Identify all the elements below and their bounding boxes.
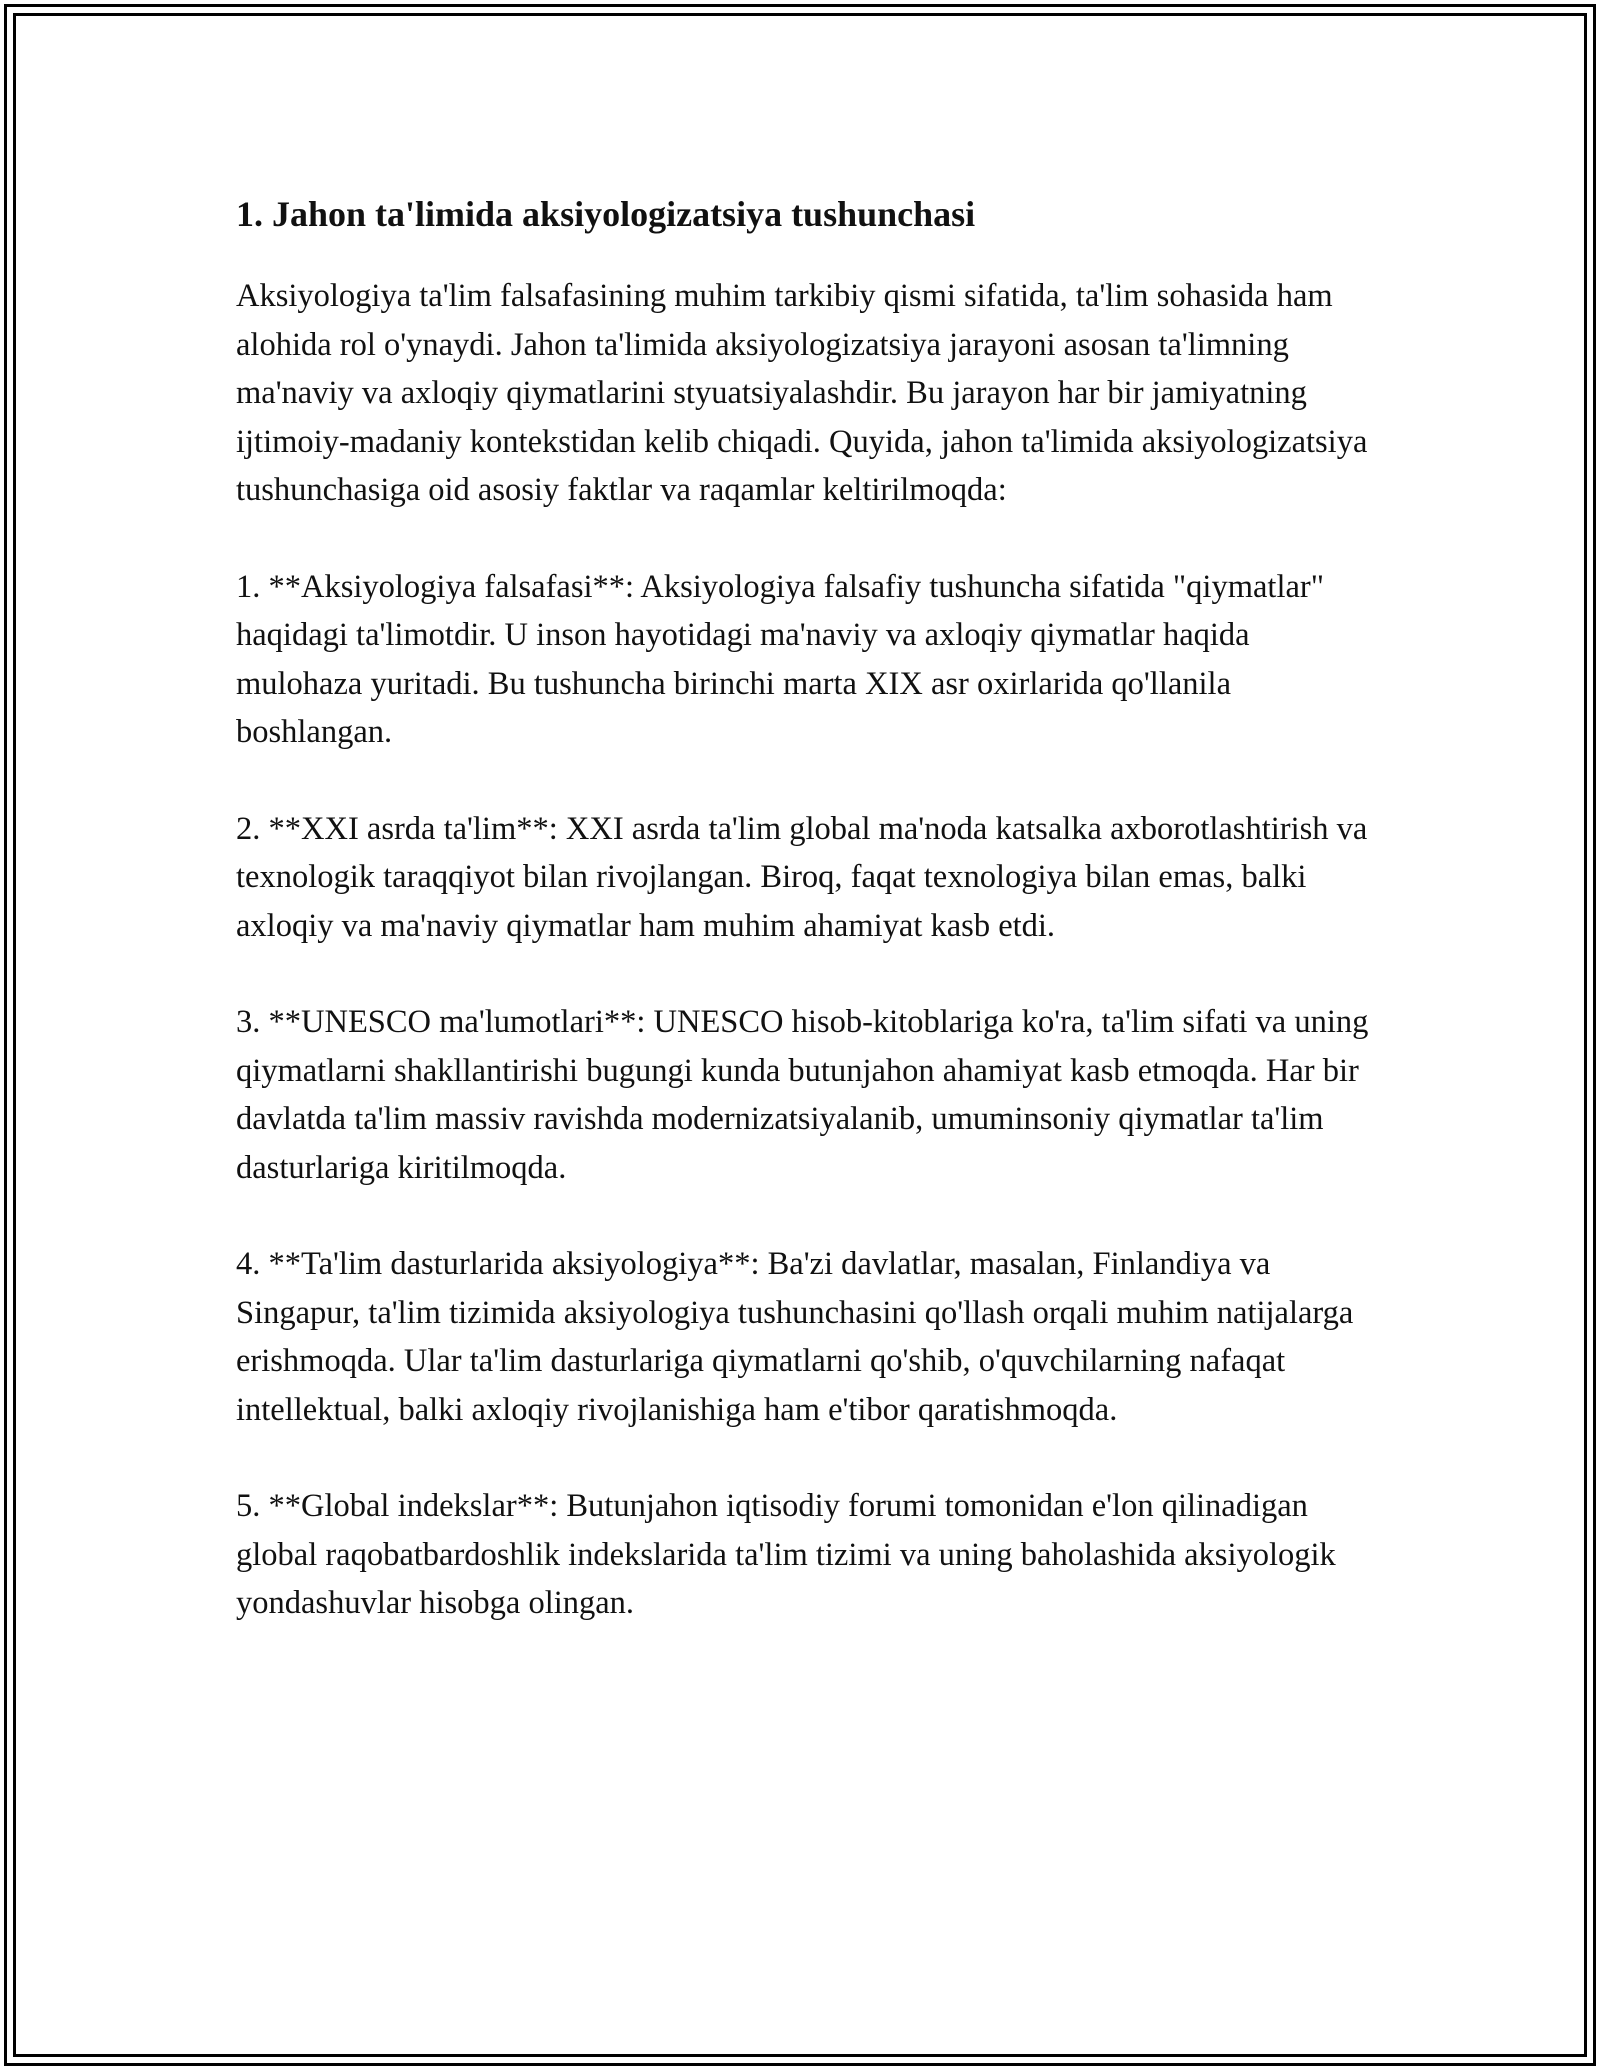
point-aksiyologiya-falsafasi: 1. **Aksiyologiya falsafasi**: Aksiyologiya falsafiy tushuncha sifatida "qiymatlar" haqidagi ta'limotdir. U inson hayotidagi ma'naviy va axloqiy qiymatlar haqida mulohaza yuritadi. Bu tushuncha birinchi marta XIX asr oxirlarida qo'llanila boshlangan.	[236, 568, 1324, 750]
point-talim-dasturlarida: 4. **Ta'lim dasturlarida aksiyologiya**: Ba'zi davlatlar, masalan, Finlandiya va Singapur, ta'lim tizimida aksiyologiya tushunchasini qo'llash orqali muhim natijalarga erishmoqda. Ular ta'lim dasturlariga qiymatlarni qo'shib, o'quvchilarning nafaqat intellektual, balki axloqiy rivojlanishiga ham e'tibor qaratishmoqda.	[236, 1246, 1354, 1428]
section-heading: 1. Jahon ta'limida aksiyologizatsiya tushunchasi	[236, 194, 976, 234]
point-global-indekslar: 5. **Global indekslar**: Butunjahon iqtisodiy forumi tomonidan e'lon qilinadigan global raqobatbardoshlik indekslarida ta'lim tizimi va uning baholashida aksiyologik yondashuvlar hisobga olingan.	[236, 1488, 1336, 1621]
document-body	[236, 186, 1376, 1676]
intro-paragraph: Aksiyologiya ta'lim falsafasining muhim tarkibiy qismi sifatida, ta'lim sohasida ham alohida rol o'ynaydi. Jahon ta'limida aksiyologizatsiya jarayoni asosan ta'limning ma'naviy va axloqiy qiymatlarini styuatsiyalashdir. Bu jarayon har bir jamiyatning ijtimoiy-madaniy kontekstidan kelib chiqadi. Quyida, jahon ta'limida aksiyologizatsiya tushunchasiga oid asosiy faktlar va raqamlar keltirilmoqda:	[236, 278, 1368, 508]
point-xxi-asrda-talim: 2. **XXI asrda ta'lim**: XXI asrda ta'lim global ma'noda katsalka axborotlashtirish va texnologik taraqqiyot bilan rivojlangan. Biroq, faqat texnologiya bilan emas, balki axloqiy va ma'naviy qiymatlar ham muhim ahamiyat kasb etdi.	[236, 810, 1368, 944]
point-unesco-malumotlari: 3. **UNESCO ma'lumotlari**: UNESCO hisob-kitoblariga ko'ra, ta'lim sifati va uning qiymatlarni shakllantirishi bugungi kunda butunjahon ahamiyat kasb etmoqda. Har bir davlatda ta'lim massiv ravishda modernizatsiyalanib, umuminsoniy qiymatlar ta'lim dasturlariga kiritilmoqda.	[236, 1004, 1369, 1186]
